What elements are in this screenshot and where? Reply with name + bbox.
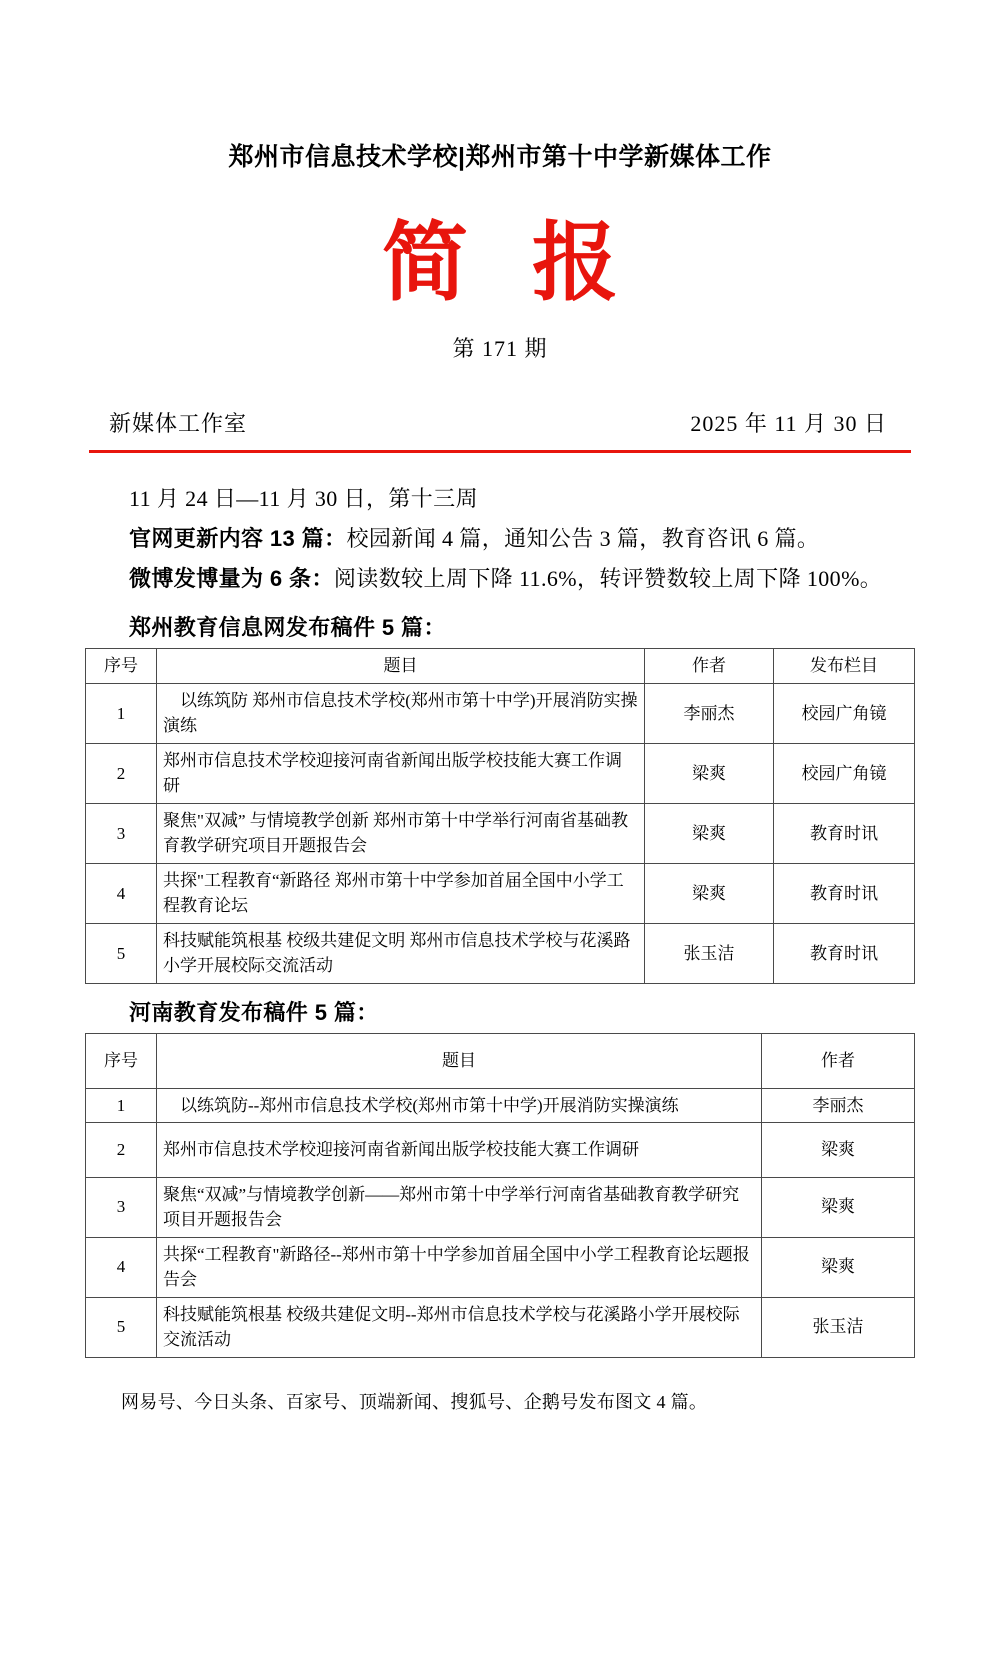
row-title: 聚焦“双减”与情境教学创新——郑州市第十中学举行河南省基础教育教学研究项目开题报告会 — [157, 1177, 762, 1237]
website-update-line — [85, 519, 915, 559]
column-header-index: 序号 — [86, 649, 157, 684]
row-index: 2 — [86, 1123, 157, 1178]
column-header-index: 序号 — [86, 1033, 157, 1088]
issuing-department: 新媒体工作室 — [109, 411, 248, 437]
row-index: 3 — [86, 803, 157, 863]
row-title: 共探"工程教育“新路径 郑州市第十中学参加首届全国中小学工程教育论坛 — [157, 863, 645, 923]
website-update-detail: 校园新闻 4 篇，通知公告 3 篇，教育咨讯 6 篇。 — [346, 526, 820, 552]
row-title: 郑州市信息技术学校迎接河南省新闻出版学校技能大赛工作调研 — [157, 743, 645, 803]
table-header-row — [86, 1033, 915, 1088]
issue-date: 2025 年 11 月 30 日 — [690, 411, 887, 437]
row-title: 郑州市信息技术学校迎接河南省新闻出版学校技能大赛工作调研 — [157, 1123, 762, 1178]
row-title: 科技赋能筑根基 校级共建促文明--郑州市信息技术学校与花溪路小学开展校际交流活动 — [157, 1297, 762, 1357]
table-row — [86, 803, 915, 863]
website-update-lead: 官网更新内容 13 篇： — [129, 526, 347, 552]
week-range-line: 11 月 24 日—11 月 30 日，第十三周 — [129, 486, 478, 512]
weibo-update-detail: 阅读数较上周下降 11.6%，转评赞数较上周下降 100%。 — [333, 566, 883, 592]
row-publish-column: 教育时讯 — [774, 923, 915, 983]
column-header-title: 题目 — [157, 649, 645, 684]
section-1-heading: 郑州教育信息网发布稿件 5 篇： — [129, 615, 446, 641]
row-index: 3 — [86, 1177, 157, 1237]
column-header-publish-column: 发布栏目 — [774, 649, 915, 684]
row-author: 张玉洁 — [762, 1297, 915, 1357]
red-divider-rule — [89, 450, 911, 453]
table-row — [86, 1088, 915, 1123]
row-index: 1 — [86, 683, 157, 743]
row-title: 以练筑防--郑州市信息技术学校(郑州市第十中学)开展消防实操演练 — [157, 1088, 762, 1123]
zhengzhou-education-network-table — [85, 648, 915, 984]
table-row — [86, 863, 915, 923]
row-author: 李丽杰 — [645, 683, 774, 743]
column-header-author: 作者 — [645, 649, 774, 684]
row-author: 梁爽 — [762, 1177, 915, 1237]
row-author: 李丽杰 — [762, 1088, 915, 1123]
organization-title: 郑州市信息技术学校|郑州市第十中学新媒体工作 — [228, 143, 772, 171]
row-author: 梁爽 — [762, 1237, 915, 1297]
table-row — [86, 1237, 915, 1297]
table-row — [86, 923, 915, 983]
issue-number: 第 171 期 — [452, 336, 548, 362]
summary-section — [85, 479, 915, 599]
row-index: 5 — [86, 923, 157, 983]
table-row — [86, 1123, 915, 1178]
row-author: 梁爽 — [645, 743, 774, 803]
table-row — [86, 683, 915, 743]
table-header-row — [86, 649, 915, 684]
table-row — [86, 1177, 915, 1237]
row-title: 共探“工程教育"新路径--郑州市第十中学参加首届全国中小学工程教育论坛题报告会 — [157, 1237, 762, 1297]
row-publish-column: 教育时讯 — [774, 803, 915, 863]
row-title: 以练筑防 郑州市信息技术学校(郑州市第十中学)开展消防实操演练 — [157, 683, 645, 743]
row-index: 5 — [86, 1297, 157, 1357]
henan-education-release-table — [85, 1033, 915, 1358]
masthead-meta-row — [85, 407, 915, 438]
table-row — [86, 743, 915, 803]
row-author: 梁爽 — [645, 863, 774, 923]
section-2-heading: 河南教育发布稿件 5 篇： — [129, 999, 379, 1025]
row-publish-column: 教育时讯 — [774, 863, 915, 923]
row-index: 2 — [86, 743, 157, 803]
column-header-author: 作者 — [762, 1033, 915, 1088]
row-index: 1 — [86, 1088, 157, 1123]
row-title: 科技赋能筑根基 校级共建促文明 郑州市信息技术学校与花溪路小学开展校际交流活动 — [157, 923, 645, 983]
bulletin-banner-title: 简 报 — [382, 215, 638, 311]
table-row — [86, 1297, 915, 1357]
row-author: 张玉洁 — [645, 923, 774, 983]
row-publish-column: 校园广角镜 — [774, 743, 915, 803]
row-author: 梁爽 — [762, 1123, 915, 1178]
weibo-update-lead: 微博发博量为 6 条： — [129, 566, 334, 592]
row-author: 梁爽 — [645, 803, 774, 863]
row-publish-column: 校园广角镜 — [774, 683, 915, 743]
column-header-title: 题目 — [157, 1033, 762, 1088]
weibo-update-line — [85, 559, 915, 599]
row-index: 4 — [86, 1237, 157, 1297]
footer-distribution-note: 网易号、今日头条、百家号、顶端新闻、搜狐号、企鹅号发布图文 4 篇。 — [121, 1391, 708, 1412]
row-title: 聚焦"双减” 与情境教学创新 郑州市第十中学举行河南省基础教育教学研究项目开题报告会 — [157, 803, 645, 863]
row-index: 4 — [86, 863, 157, 923]
